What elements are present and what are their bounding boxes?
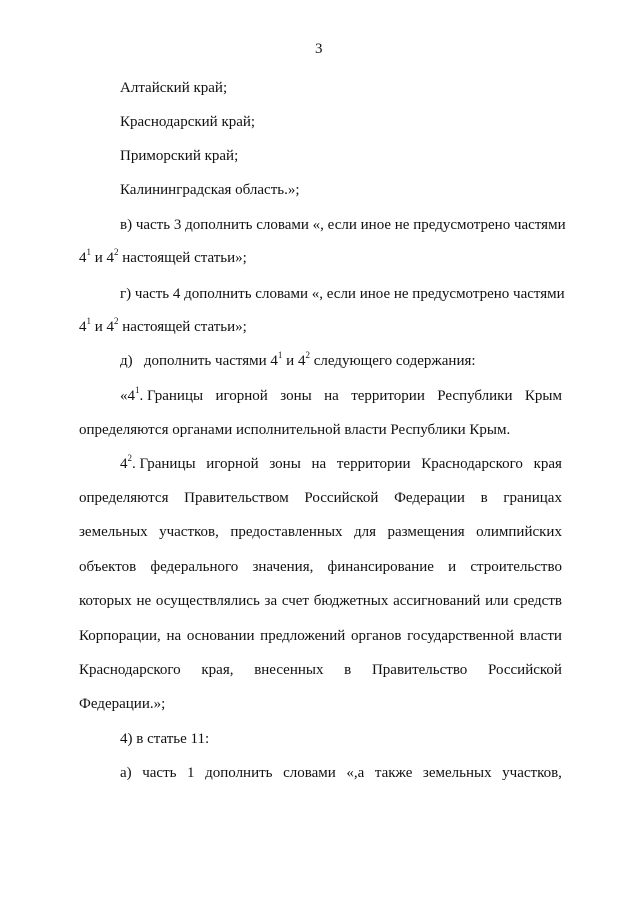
paragraph-line: г) часть 4 дополнить словами «, если иное не предусмотрено частями bbox=[120, 286, 565, 302]
paragraph-line: «$4^1$. Границы игорной зоны на территории Республики Крым bbox=[120, 385, 562, 404]
paragraph-line: объектов федерального значения, финансирование и строительство bbox=[79, 559, 562, 575]
list-item: Краснодарский край; bbox=[120, 114, 256, 130]
list-item: Приморский край; bbox=[120, 148, 239, 164]
page-number: 3 bbox=[315, 41, 323, 57]
paragraph-line: Корпорации, на основании предложений органов государственной власти bbox=[79, 628, 562, 644]
paragraph-line: определяются Правительством Российской Федерации в границах bbox=[79, 490, 562, 506]
paragraph-line: а) часть 1 дополнить словами «,а также земельных участков, bbox=[120, 765, 562, 781]
paragraph-line: $4^2$. Границы игорной зоны на территории Краснодарского края bbox=[120, 453, 562, 472]
paragraph-line: $4^1$ и $4^2$ настоящей статьи»; bbox=[79, 247, 247, 266]
list-item: Калининградская область.»; bbox=[120, 182, 300, 198]
list-item: Алтайский край; bbox=[120, 80, 228, 96]
paragraph-line: д) дополнить частями $4^1$ и $4^2$ следующего содержания: bbox=[120, 350, 476, 369]
paragraph-line: Федерации.»; bbox=[79, 696, 166, 712]
paragraph-line: в) часть 3 дополнить словами «, если иное не предусмотрено частями bbox=[120, 217, 566, 233]
paragraph-line: определяются органами исполнительной власти Республики Крым. bbox=[79, 422, 511, 438]
paragraph-line: которых не осуществлялись за счет бюджетных ассигнований или средств bbox=[79, 593, 562, 609]
paragraph-line: $4^1$ и $4^2$ настоящей статьи»; bbox=[79, 316, 247, 335]
paragraph-line: 4) в статье 11: bbox=[120, 731, 210, 747]
paragraph-line: земельных участков, предоставленных для размещения олимпийских bbox=[79, 524, 562, 540]
paragraph-line: Краснодарского края, внесенных в Правительство Российской bbox=[79, 662, 562, 678]
